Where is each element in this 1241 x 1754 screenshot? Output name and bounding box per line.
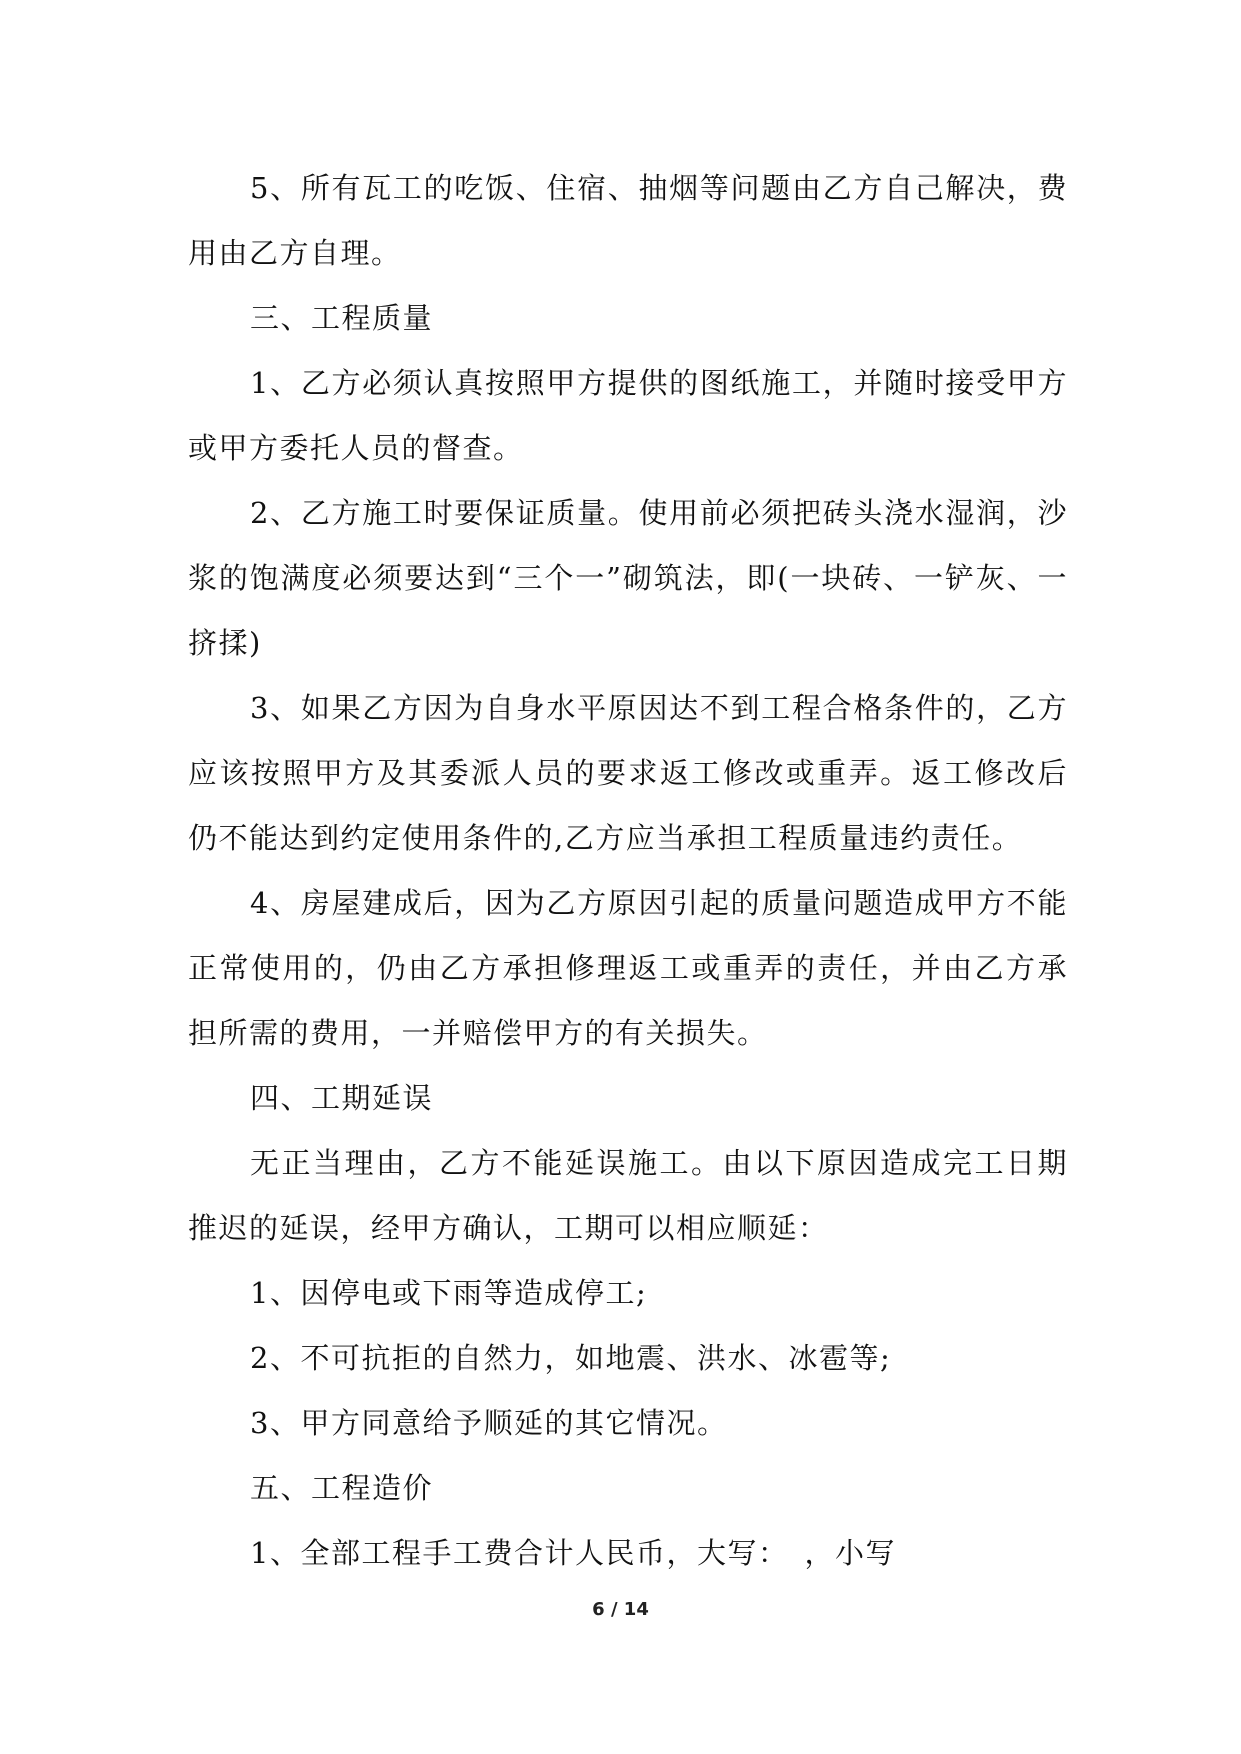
quality-clause-3: 3、如果乙方因为自身水平原因达不到工程合格条件的，乙方应该按照甲方及其委派人员的要求返工修改或重弄。返工修改后仍不能达到约定使用条件的,乙方应当承担工程质量违约责任。: [188, 691, 1068, 855]
section-heading-cost: 五、工程造价: [250, 1471, 434, 1505]
section-heading-delay: 四、工期延误: [250, 1081, 434, 1115]
document-body: [188, 156, 1068, 1586]
section-heading-quality: 三、工程质量: [250, 301, 434, 335]
page-number: 6 / 14: [592, 1599, 649, 1620]
delay-clause-3: 3、甲方同意给予顺延的其它情况。: [250, 1406, 728, 1440]
delay-clause-1: 1、因停电或下雨等造成停工;: [250, 1276, 648, 1310]
delay-intro: 无正当理由，乙方不能延误施工。由以下原因造成完工日期推迟的延误，经甲方确认，工期可以相应顺延：: [188, 1146, 1068, 1245]
cost-clause-1: 1、全部工程手工费合计人民币，大写： ，小写: [250, 1536, 896, 1570]
quality-clause-4: 4、房屋建成后，因为乙方原因引起的质量问题造成甲方不能正常使用的，仍由乙方承担修理返工或重弄的责任，并由乙方承担所需的费用，一并赔偿甲方的有关损失。: [188, 886, 1068, 1050]
delay-clause-2: 2、不可抗拒的自然力，如地震、洪水、冰雹等;: [250, 1341, 892, 1375]
quality-clause-2: 2、乙方施工时要保证质量。使用前必须把砖头浇水湿润，沙浆的饱满度必须要达到“三个一”砌筑法，即(一块砖、一铲灰、一挤揉): [188, 496, 1068, 660]
clause-5-meals-lodging: 5、所有瓦工的吃饭、住宿、抽烟等问题由乙方自己解决，费用由乙方自理。: [188, 171, 1068, 270]
quality-clause-1: 1、乙方必须认真按照甲方提供的图纸施工，并随时接受甲方或甲方委托人员的督查。: [188, 366, 1068, 465]
